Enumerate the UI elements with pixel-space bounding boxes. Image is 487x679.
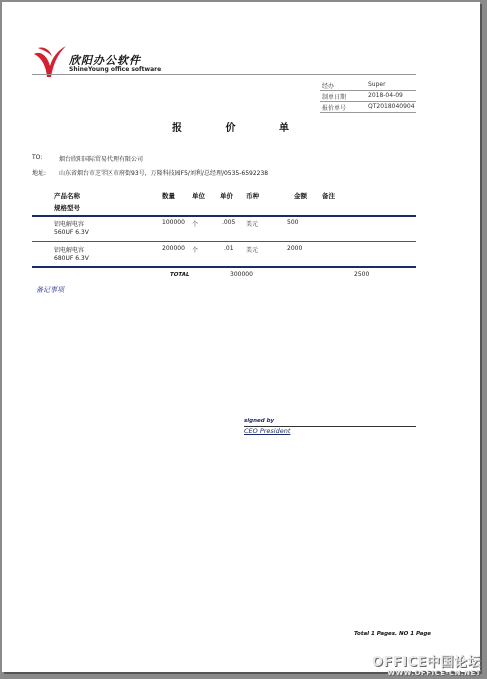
remarks-label: 备记事项 xyxy=(36,286,64,294)
header-divider xyxy=(32,74,416,75)
meta-value-date: 2018-04-09 xyxy=(368,92,403,99)
signer-title: CEO President xyxy=(244,427,291,435)
col-header-price: 单价 xyxy=(220,192,233,200)
total-amount: 2500 xyxy=(354,271,370,278)
row-divider xyxy=(32,241,416,242)
col-header-currency: 币种 xyxy=(246,192,259,200)
document-page xyxy=(2,2,480,672)
site-watermark xyxy=(372,651,481,677)
col-header-name: 产品名称 xyxy=(54,192,80,200)
row-amount: 500 xyxy=(287,219,299,226)
meta-label-date: 制单日期 xyxy=(322,94,347,101)
row-unit: 个 xyxy=(192,247,199,254)
col-header-note: 备注 xyxy=(322,192,335,200)
signed-by-label: signed by xyxy=(244,418,275,424)
col-header-unit: 单位 xyxy=(192,192,205,200)
meta-value-quote-no: QT2018040904 xyxy=(368,103,415,110)
meta-divider xyxy=(320,101,416,102)
col-header-amount: 金额 xyxy=(294,192,307,200)
table-top-rule xyxy=(32,215,416,217)
row-currency: 美元 xyxy=(246,247,259,254)
address-label: 地址: xyxy=(32,170,47,177)
meta-divider xyxy=(320,90,416,91)
to-value: 烟台欣阳国际贸易代理有限公司 xyxy=(59,156,144,163)
row-spec: 560UF 6.3V xyxy=(54,229,89,236)
address-value: 山东省烟台市芝罘区市府街93号，万隆科技园F5/刘利/总经理/0535-6592238 xyxy=(59,170,269,177)
brand-name-en: ShineYoung office software xyxy=(69,66,162,73)
page-footer: Total 1 Pages. NO 1 Page xyxy=(354,631,432,637)
row-currency: 美元 xyxy=(246,221,259,228)
row-qty: 100000 xyxy=(162,219,185,226)
brand-name-cn: 欣阳办公软件 xyxy=(69,54,141,67)
row-name: 铝电解电容 xyxy=(54,221,85,228)
meta-label-quote-no: 报价单号 xyxy=(322,105,347,112)
table-bottom-rule xyxy=(32,266,416,268)
watermark-line1: OFFICE中国论坛 xyxy=(371,655,481,670)
total-qty: 300000 xyxy=(230,271,253,278)
shineyoung-logo-icon xyxy=(32,44,68,78)
col-header-qty: 数量 xyxy=(162,192,175,200)
meta-value-handler: Super xyxy=(368,81,386,88)
row-qty: 200000 xyxy=(162,245,185,252)
total-label: TOTAL xyxy=(170,272,190,278)
row-price: .01 xyxy=(224,245,234,252)
row-unit: 个 xyxy=(192,221,199,228)
watermark-line2: WWW.OFFICE-CN.NET xyxy=(387,669,481,677)
col-header-spec: 规格型号 xyxy=(54,204,80,212)
to-label: TO: xyxy=(32,154,43,161)
meta-label-handler: 经办 xyxy=(322,83,335,90)
row-amount: 2000 xyxy=(287,245,303,252)
meta-divider xyxy=(320,112,416,113)
row-price: .005 xyxy=(222,219,236,226)
row-spec: 680UF 6.3V xyxy=(54,255,89,262)
row-name: 铝电解电容 xyxy=(54,247,85,254)
document-title: 报 价 单 xyxy=(172,123,309,134)
